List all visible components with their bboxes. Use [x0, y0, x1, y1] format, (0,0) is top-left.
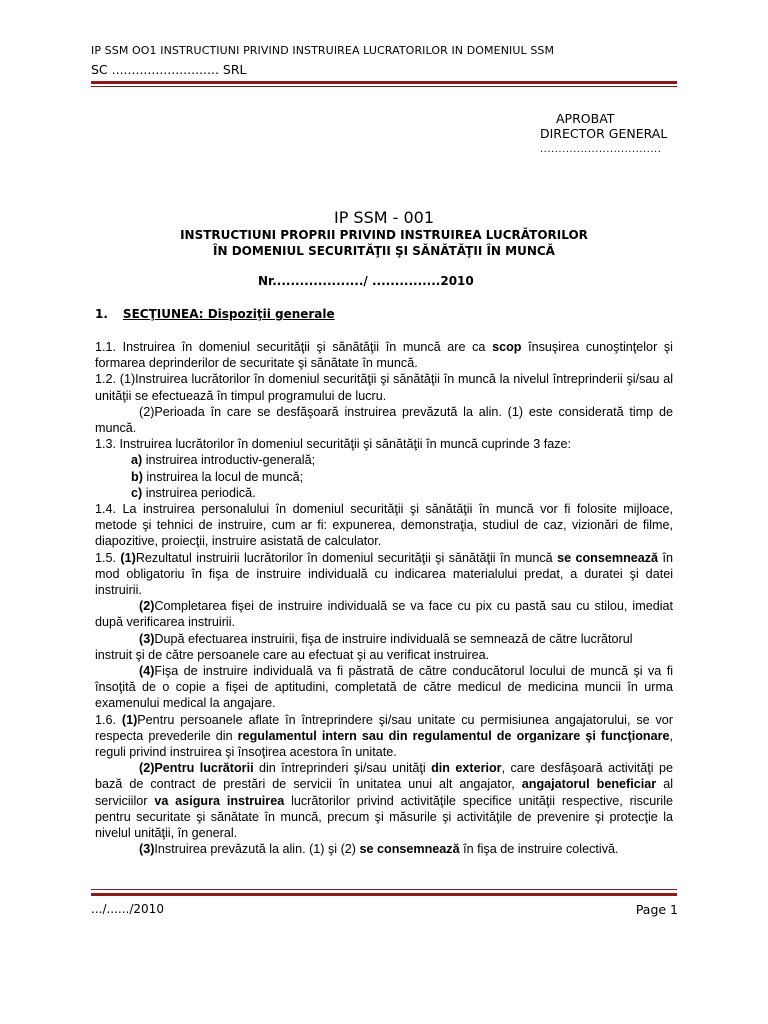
paragraph-1-6: 1.6. (1)Pentru persoanele aflate în întreprindere şi/sau unitate cu permisiunea angajatorului, se vor respecta prevederile din regulamentul intern sau din regulamentul de organizare şi funcţionare, reguli privind instruirea şi însoţirea acestora în unitate. [95, 712, 673, 760]
header-line1: IP SSM OO1 INSTRUCTIUNI PRIVIND INSTRUIREA LUCRATORILOR IN DOMENIUL SSM [91, 44, 555, 57]
section-number: 1. [95, 307, 108, 321]
list-item-a: a) instruirea introductiv-generală; [131, 453, 316, 468]
section-heading [95, 307, 335, 321]
paragraph-1-3: 1.3. Instruirea lucrătorilor în domeniul securităţii şi sănătăţii în muncă cuprinde 3 faze: [95, 437, 571, 452]
paragraph-1-4: 1.4. La instruirea personalului în domeniul securităţii şi sănătăţii în muncă vor fi folosite mijloace, metode şi tehnici de instruire, cum ar fi: expunerea, demonstraţia, studiul de caz, vizionări de filme, diapozitive, proiecţii, instruire asistată de calculator. [95, 502, 673, 549]
paragraph-1-5-3: (3)După efectuarea instruirii, fişa de instruire individuală se semnează de către lucrătorul [139, 631, 633, 646]
footer-date: .../....../2010 [91, 902, 164, 916]
approval-label: APROBAT [556, 111, 615, 126]
paragraph-1-1: 1.1. Instruirea în domeniul securităţii şi sănătăţii în muncă are ca scop însuşirea cunoştinţelor şi formarea deprinderilor de securitate şi sănătate în muncă. [95, 340, 673, 371]
document-body [95, 339, 673, 858]
header-line2: SC ........................... SRL [91, 62, 247, 77]
paragraph-1-5-4: (4)Fişa de instruire individuală va fi păstrată de către conducătorul locului de muncă şi va fi însoţită de o copie a fişei de aptitudini, completată de către medicul de medicina muncii în urma examenului medical la angajare. [95, 664, 673, 711]
header-rule-thick [91, 81, 677, 84]
approval-director: DIRECTOR GENERAL [540, 126, 668, 141]
section-title: SECŢIUNEA: Dispoziţii generale [122, 307, 335, 321]
document-title-line2: ÎN DOMENIUL SECURITĂŢII ŞI SĂNĂTĂŢII ÎN MUNCĂ [213, 244, 555, 258]
paragraph-1-6-2: (2)Pentru lucrătorii din întreprinderi şi/sau unităţi din exterior, care desfăşoară activităţi pe bază de contract de prestări de servicii în unitatea unui alt angajator, angajatorul beneficiar al serviciilor va asigura instruirea lucrătorilor privind activităţile specifice unităţii respective, riscurile pentru securitate şi sănătate în muncă, precum şi măsurile şi activităţile de prevenire şi protecţie la nivelul unităţii, în general. [95, 761, 673, 841]
approval-signature-line: ................................. [540, 144, 662, 155]
header-rule-thin [91, 86, 677, 87]
document-title-line1: INSTRUCTIUNI PROPRII PRIVIND INSTRUIREA LUCRĂTORILOR [180, 228, 588, 242]
document-number: Nr..................../ ...............2010 [258, 274, 474, 288]
footer-rule-thick [91, 893, 677, 896]
paragraph-1-2: 1.2. (1)Instruirea lucrătorilor în domeniul securităţii şi sănătăţii în muncă la nivelul întreprinderii şi/sau al unităţii se efectuează în timpul programului de lucru. [95, 372, 673, 403]
paragraph-1-2-2: (2)Perioada în care se desfăşoară instruirea prevăzută la alin. (1) este considerată timp de muncă. [95, 404, 673, 436]
list-item-b: b) instruirea la locul de muncă; [131, 469, 304, 484]
paragraph-1-5-2: (2)Completarea fişei de instruire individuală se va face cu pix cu pastă sau cu stilou, imediat după verificarea instruirii. [95, 599, 673, 630]
footer-rule-thin [91, 889, 677, 890]
list-item-c: c) instruirea periodică. [131, 485, 256, 500]
footer-page-number: Page 1 [635, 902, 678, 917]
paragraph-1-5: 1.5. (1)Rezultatul instruirii lucrătorilor în domeniul securităţii şi sănătăţii în muncă se consemnează în mod obligatoriu în fişa de instruire individuală cu indicarea materialului predat, a duratei şi datei instruirii. [95, 550, 673, 598]
paragraph-1-6-3: (3)Instruirea prevăzută la alin. (1) şi (2) se consemnează în fişa de instruire colectivă. [139, 842, 619, 857]
paragraph-1-5-3-cont: instruit şi de către persoanele care au efectuat şi au verificat instruirea. [95, 647, 490, 662]
document-code: IP SSM - 001 [333, 208, 435, 227]
